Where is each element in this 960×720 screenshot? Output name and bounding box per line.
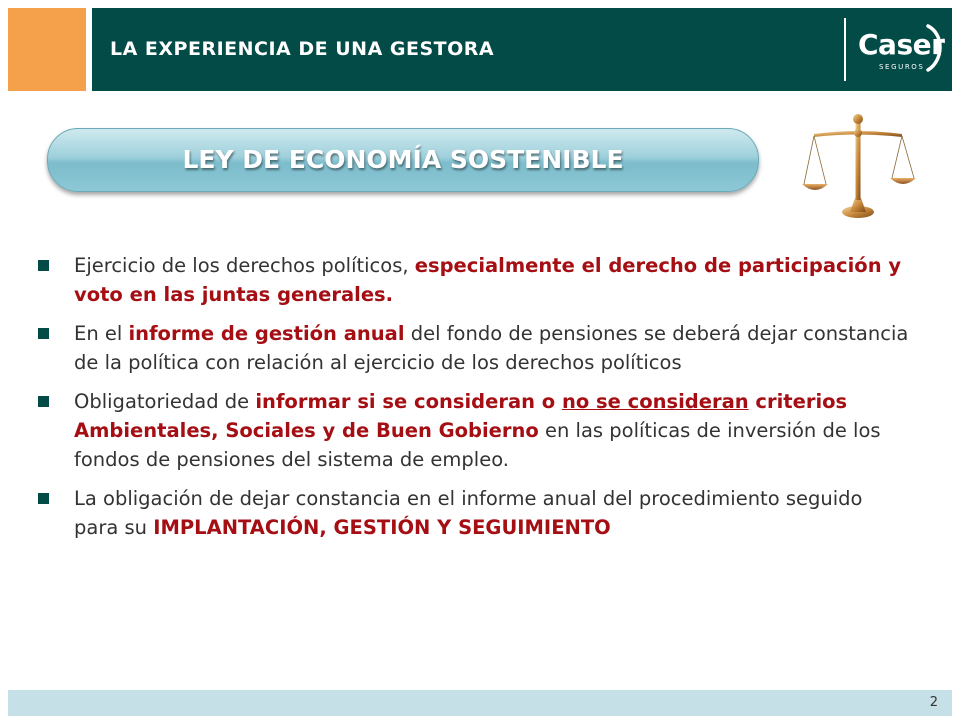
bullet-emphasis: criterios Ambientales, Sociales y de Buen Gobierno bbox=[74, 390, 848, 442]
logo-divider bbox=[844, 18, 846, 81]
bullet-emphasis: informe de gestión anual bbox=[128, 322, 405, 345]
bullet-text: Obligatoriedad de bbox=[74, 390, 256, 413]
bullet-text: Ejercicio de los derechos políticos, bbox=[74, 254, 415, 277]
header-bar bbox=[92, 8, 952, 91]
bullet-text: En el bbox=[74, 322, 129, 345]
bullet-emphasis: especialmente el derecho de participación y voto en las juntas generales. bbox=[74, 254, 902, 306]
section-title: LEY DE ECONOMÍA SOSTENIBLE bbox=[182, 145, 624, 174]
page-title: LA EXPERIENCIA DE UNA GESTORA bbox=[110, 38, 495, 60]
scales-of-justice-icon bbox=[800, 108, 918, 220]
bullet-text: en las políticas de inversión de los fondos de pensiones del sistema de empleo. bbox=[74, 419, 881, 471]
logo-subtitle: SEGUROS bbox=[879, 63, 925, 71]
bullet-item bbox=[32, 251, 912, 309]
bullet-emphasis-underlined: no se consideran bbox=[561, 390, 749, 413]
bullet-text: La obligación de dejar constancia en el informe anual del procedimiento seguido para su bbox=[74, 487, 863, 539]
bullet-item bbox=[32, 319, 912, 377]
bullet-text: del fondo de pensiones se deberá dejar constancia de la política con relación al ejercicio de los derechos políticos bbox=[74, 322, 909, 374]
caser-logo bbox=[858, 22, 948, 78]
logo-arc-icon bbox=[924, 22, 948, 74]
bullet-emphasis: informar si se consideran o bbox=[255, 390, 562, 413]
bullet-emphasis: IMPLANTACIÓN, GESTIÓN Y SEGUIMIENTO bbox=[153, 516, 611, 539]
section-title-banner bbox=[47, 128, 759, 192]
page-number: 2 bbox=[929, 695, 938, 710]
bullet-item bbox=[32, 387, 912, 474]
bullet-list bbox=[32, 251, 912, 552]
bullet-item bbox=[32, 484, 912, 542]
footer-bar bbox=[8, 690, 952, 716]
logo-wordmark: Caser bbox=[858, 28, 945, 61]
header-accent-block bbox=[8, 8, 86, 91]
